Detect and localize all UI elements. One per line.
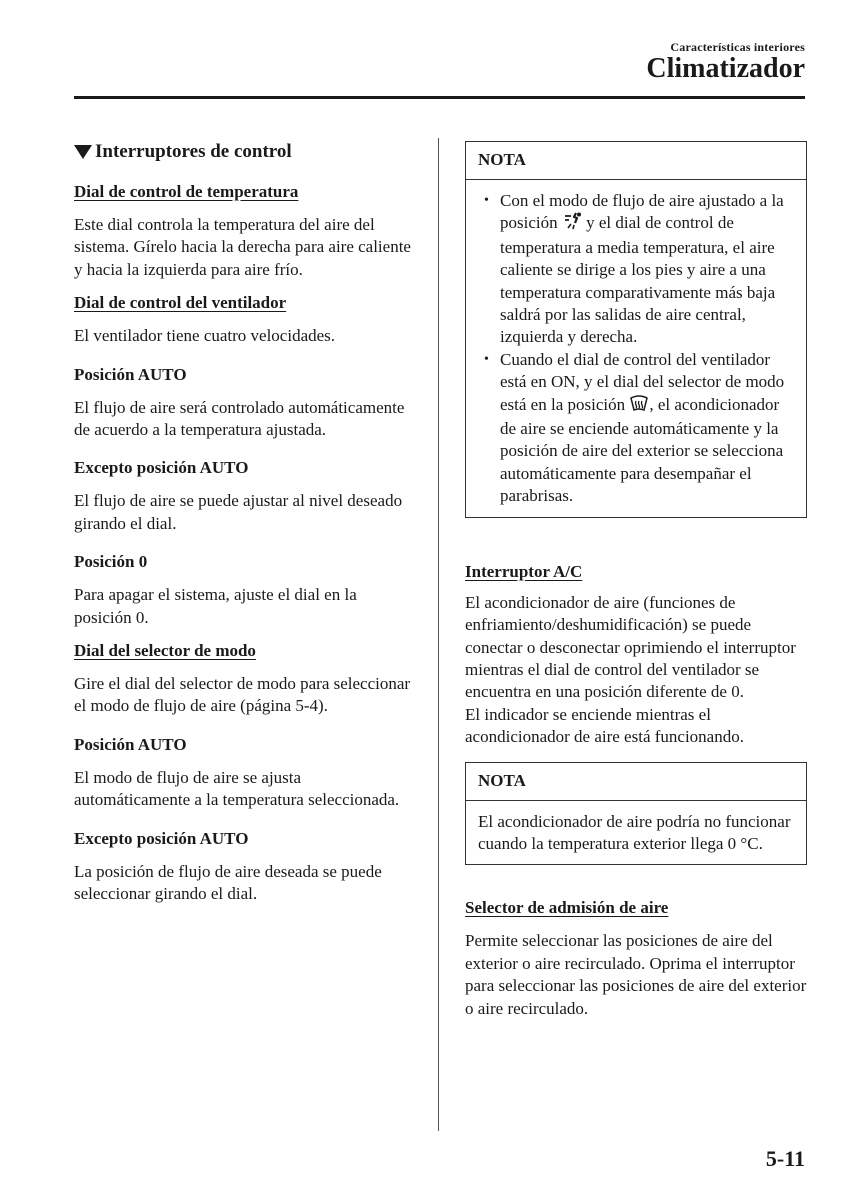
mode-auto-text: El modo de flujo de aire se ajusta automáticamente a la temperatura seleccionada. <box>74 767 400 810</box>
windshield-defroster-icon <box>629 395 649 418</box>
note-bullet-text-cont: , el acondicionador de aire se enciende automáticamente y la posición de aire del exterior se selecciona automáticamente para desempañar el parabrisas. <box>500 394 784 506</box>
note-bullet-text: Con el modo de flujo de aire ajustado a la posición <box>500 191 784 233</box>
page-number: 5-11 <box>765 1146 805 1171</box>
fan-auto-text: El flujo de aire será controlado automáticamente de acuerdo a la temperatura ajustada. <box>74 397 405 440</box>
note-bullet-text: Cuando el dial de control del ventilador está en ON, y el dial del selector de modo está en la posición <box>500 349 785 414</box>
fan-dial-text: El ventilador tiene cuatro velocidades. <box>74 326 336 346</box>
mode-except-text: La posición de flujo de aire deseada se puede seleccionar girando el dial. <box>74 861 382 904</box>
note-body <box>466 180 806 517</box>
note-bullet-list <box>478 190 794 508</box>
section-title <box>74 141 414 163</box>
bilevel-floor-defrost-icon <box>562 212 582 236</box>
ac-text: El acondicionador de aire (funciones de enfriamiento/deshumidificación) se puede conectar o desconectar oprimiendo el interruptor mientras el dial de control del ventilador se encuentra en una posición diferente de 0. <box>465 592 796 702</box>
note-label: NOTA <box>466 763 806 801</box>
mode-auto-heading: Posición AUTO <box>74 734 187 754</box>
left-column <box>74 141 414 906</box>
mode-dial-heading: Dial del selector de modo <box>74 641 256 661</box>
note-bullet <box>478 349 794 508</box>
page-title: Climatizador <box>646 53 805 84</box>
triangle-marker-icon <box>74 145 92 159</box>
fan-except-text: El flujo de aire se puede ajustar al nivel deseado girando el dial. <box>74 491 403 533</box>
temp-dial-heading: Dial de control de temperatura <box>74 182 299 201</box>
fan-except-heading: Excepto posición AUTO <box>74 458 249 478</box>
mode-dial-text: Gire el dial del selector de modo para seleccionar el modo de flujo de aire (página 5-4). <box>74 674 411 716</box>
mode-except-heading: Excepto posición AUTO <box>74 828 249 848</box>
fan-zero-text: Para apagar el sistema, ajuste el dial en la posición 0. <box>74 585 357 627</box>
note-box-ac <box>465 762 807 866</box>
intake-text: Permite seleccionar las posiciones de aire del exterior o aire recirculado. Oprima el interruptor para seleccionar las posiciones de aire del exterior o aire recirculado. <box>465 931 807 1018</box>
intake-heading: Selector de admisión de aire <box>465 898 669 918</box>
column-divider <box>438 138 439 1131</box>
header-rule <box>74 96 805 99</box>
note-box <box>465 141 807 518</box>
section-title-text: Interruptores de control <box>95 141 292 162</box>
fan-auto-heading: Posición AUTO <box>74 364 187 384</box>
right-column <box>465 141 807 1020</box>
temp-dial-text: Este dial controla la temperatura del aire del sistema. Gírelo hacia la derecha para aire caliente y hacia la izquierda para aire frío. <box>74 215 411 279</box>
ac-heading: Interruptor A/C <box>465 561 583 581</box>
chapter-label: Características interiores <box>670 40 805 54</box>
ac-indicator-text: El indicador se enciende mientras el acondicionador de aire está funcionando. <box>465 704 744 747</box>
fan-dial-heading: Dial de control del ventilador <box>74 293 287 313</box>
note-text: El acondicionador de aire podría no funcionar cuando la temperatura exterior llega 0 °C. <box>478 811 791 853</box>
note-label: NOTA <box>466 142 806 180</box>
note-bullet-text-cont: y el dial de control de temperatura a media temperatura, el aire caliente se dirige a los pies y aire a una temperatura comparativamente más baja saldrá por las salidas de aire central, izquierda y derecha. <box>500 213 776 347</box>
fan-zero-heading: Posición 0 <box>74 552 148 572</box>
note-bullet <box>478 190 794 349</box>
note-body <box>466 801 806 865</box>
